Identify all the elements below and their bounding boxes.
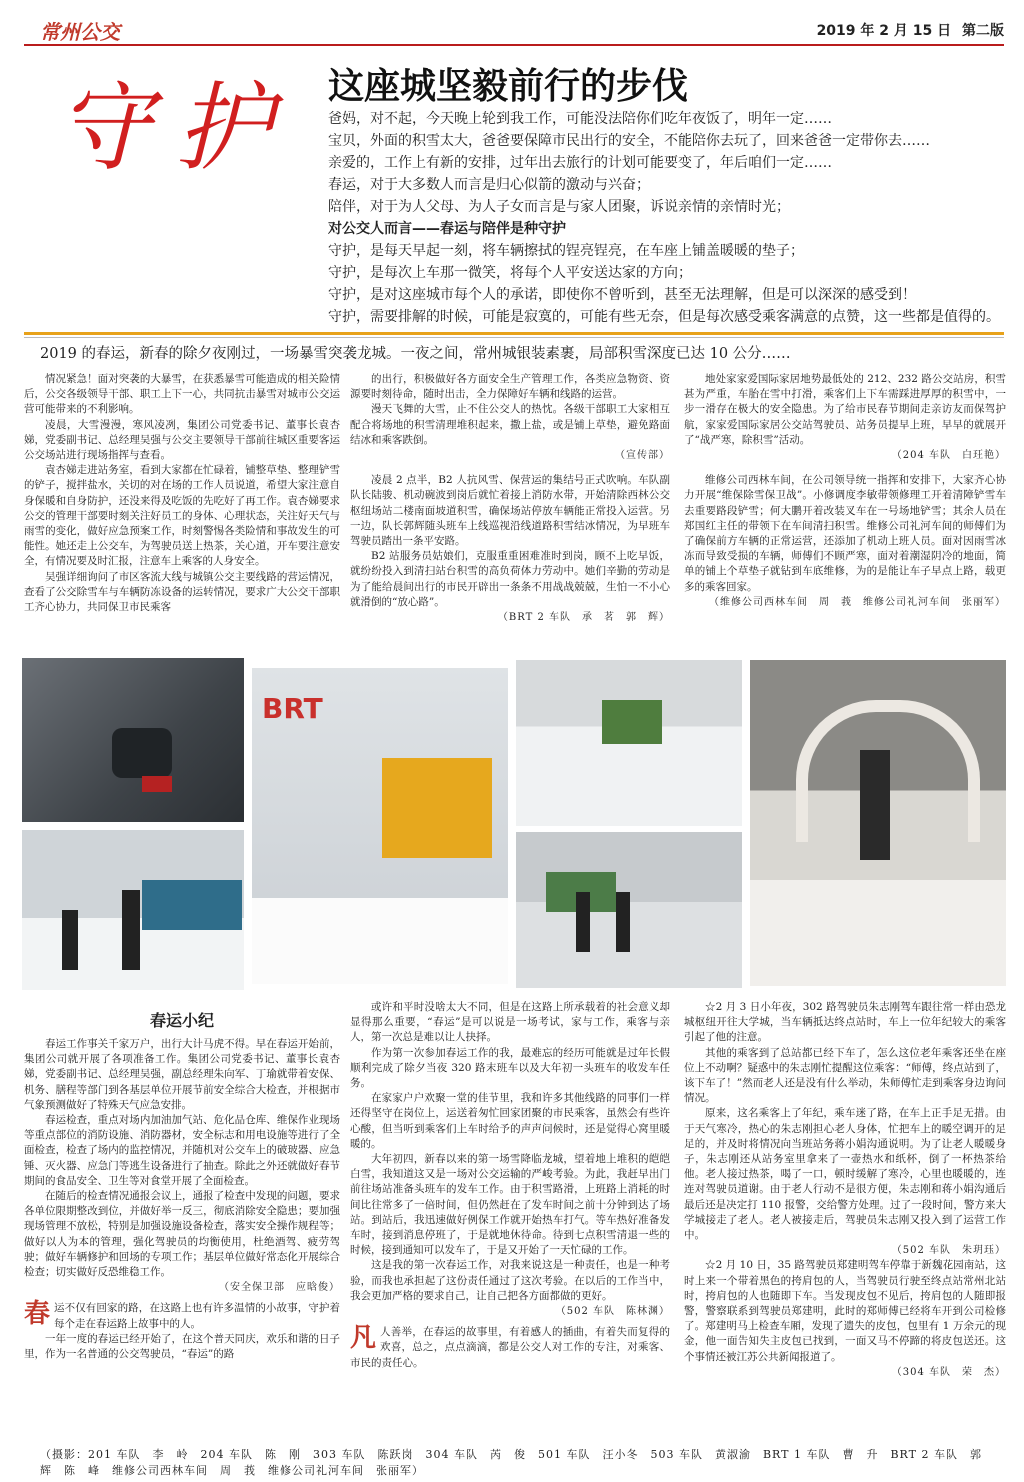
paragraph: 其他的乘客到了总站都已经下车了，怎么这位老年乘客还坐在座位上不动啊？疑惑中的朱志刚忙提醒这位乘客：“师傅，终点站到了，该下车了！”然而老人还是没有什么举动，朱师傅忙走到乘客身边询问情况。 — [684, 1046, 1006, 1105]
feature-lead — [328, 108, 1008, 328]
paragraph: 或许和平时没啥太大不同，但是在这路上所承载着的社会意义却显得那么重要，“春运”是可以说是一场考试，家与工作，乘客与亲人，第一次总是难以让人抉择。 — [350, 1001, 670, 1044]
drop-cap: 凡 — [350, 1323, 377, 1354]
top-column-3 — [684, 372, 1006, 648]
section-rule — [24, 332, 1004, 335]
paragraph: B2 站服务员姑娘们，克服重重困难准时到岗，顾不上吃早饭，就纷纷投入到清扫站台积雪的高负荷体力劳动中。她们辛勤的劳动是为了能给晨间出行的市民开辟出一条条不用战战兢兢，生怕一不小心就滑倒的“放心路”。 — [350, 550, 670, 608]
feature-char-2: 护 — [176, 72, 272, 184]
paragraph: 吴强详细询问了市区客流大线与城镇公交主要线路的营运情况，查看了公交除雪车与车辆防冻设备的运转情况，要求广大公交干部职工齐心协力，共同保卫市民乘客 — [24, 570, 340, 614]
byline: （BRT 2 车队 承 茗 郭 辉） — [497, 612, 670, 624]
paragraph: 凌晨，大雪漫漫，寒风凌冽，集团公司党委书记、董事长袁杏娣，党委副书记、总经理吴强与公交主要领导干部前往城区重要客运公交场站进行现场指挥与查看。 — [24, 418, 340, 462]
byline: （宣传部） — [615, 450, 670, 462]
byline: （安全保卫部 应晗俊） — [219, 1282, 340, 1294]
byline: （维修公司西林车间 周 莪 维修公司礼河车间 张丽军） — [709, 596, 1006, 608]
brt-sign: BRT — [262, 692, 323, 725]
paragraph: 维修公司西林车间，在公司领导统一指挥和安排下，大家齐心协力开展“维保除雪保卫战”。小修调度李敏带领修理工开着清障铲雪车去重要路段铲雪；何大鹏开着改装叉车在一号场地铲雪；其余人员在郑国红主任的带领下在车间清扫积雪。维修公司礼河车间的师傅们为了确保前方车辆的正常运营，还添加了机动上班人员。面对因雨雪冰冻而导致受损的车辆，师傅们不顾严寒，面对着潮湿阴冷的地面，简单的铺上个草垫子就钻到车底维修，为的是能让车子早点上路，载更多的乘客回家。 — [684, 474, 1006, 593]
photo-station-clearing — [516, 832, 742, 988]
photo-workers-shoveling — [22, 830, 244, 990]
paragraph: 漫天飞舞的大雪，止不住公交人的热忱。各级干部职工大家相互配合将场地的积雪清理堆积起来，撒上盐，或是铺上草垫，避免路面结冰和乘客跌倒。 — [350, 403, 670, 446]
byline: （502 车队 陈林渊） — [555, 1306, 670, 1318]
paragraph: 在随后的检查情况通报会议上，通报了检查中发现的问题，要求各单位限期整改到位，并做好举一反三，彻底消除安全隐患；要加强现场管理不放松，特别是加强设施设备检查，落实安全操作规程等；做好以人为本的管理，强化驾驶员的均衡使用，杜绝酒驾、疲劳驾驶；做好车辆修护和回场的专项工作；基层单位做好常态化开展综合检查；切实做好反恐维稳工作。 — [24, 1190, 340, 1279]
bottom-column-1 — [24, 1008, 340, 1438]
top-column-1 — [24, 372, 340, 648]
lead-line: 爸妈，对不起，今天晚上轮到我工作，可能没法陪你们吃年夜饭了，明年一定…… — [328, 111, 832, 127]
paragraph: 的出行，积极做好各方面安全生产管理工作，各类应急物资、资源要时刻待命，随时出击，全力保障好车辆和线路的运营。 — [350, 373, 670, 401]
lead-line: 亲爱的，工作上有新的安排，过年出去旅行的计划可能要变了，年后咱们一定…… — [328, 155, 832, 171]
masthead-brand: 常州公交 — [40, 20, 120, 44]
page-label: 第二版 — [962, 23, 1004, 39]
bottom-column-3 — [684, 1000, 1006, 1438]
lead-line: 陪伴，对于为人父母、为人子女而言是与家人团聚，诉说亲情的亲情时光； — [328, 199, 790, 215]
section-title: 春运小纪 — [149, 1011, 214, 1030]
photo-night-shoveling — [750, 660, 1006, 986]
paragraph: ☆2 月 3 日小年夜，302 路驾驶员朱志刚驾车跟往常一样由恐龙城枢纽开往大学城，当车辆抵达终点站时，车上一位年纪较大的乘客引起了他的注意。 — [684, 1001, 1006, 1044]
paragraph: 地处家家爱国际家居地势最低处的 212、232 路公交站房，积雪甚为严重，车胎在雪中打滑，乘客们上下车需踩进厚厚的积雪中，一步一滑存在极大的安全隐患。为了给市民春节期间走亲访友而保驾护航，家家爱国际家居公交站驾驶员、站务员提早上班，早早的就展开了“战严寒，除积雪”活动。 — [684, 373, 1006, 446]
paragraph: 一年一度的春运已经开始了，在这个普天同庆，欢乐和谐的日子里，作为一名普通的公交驾驶员，“春运”的路 — [24, 1332, 340, 1361]
paragraph: 人善举，在春运的故事里，有着感人的插曲，有着失而复得的欢喜，总之，点点滴滴，都是公交人对工作的专注，对乘客、市民的责任心。 — [350, 1326, 670, 1369]
photo-snowy-road-bus — [516, 660, 742, 826]
intro-paragraph: 2019 的春运，新春的除夕夜刚过，一场暴雪突袭龙城。一夜之间，常州城银装素裹，局部积雪深度已达 10 公分…… — [40, 346, 791, 362]
byline: （304 车队 荣 杰） — [891, 1366, 1006, 1378]
feature-char-1: 守 — [56, 72, 152, 184]
paragraph: 春运工作事关千家万户，出行大计马虎不得。早在春运开始前，集团公司就开展了各项准备工作。集团公司党委书记、董事长袁杏娣，党委副书记、总经理吴强，副总经理朱向军、丁瑜就带着安保、机务、膳程等部门到各基层单位开展节前安全综合大检查，并根据市气象预测做好了特殊天气应急安排。 — [24, 1038, 340, 1111]
photo-bus-interior — [22, 658, 244, 822]
headline: 这座城坚毅前行的步伐 — [328, 66, 689, 107]
section-rule-thin — [24, 337, 1004, 338]
lead-line: 守护，需要排解的时候，可能是寂寞的，可能有些无奈，但是每次感受乘客满意的点赞，这一些都是值得的。 — [328, 309, 1000, 325]
lead-line: 守护，是每天早起一刻，将车辆擦拭的锃亮锃亮，在车座上铺盖暖暖的垫子； — [328, 243, 804, 259]
top-column-2 — [350, 372, 670, 648]
dateline — [817, 20, 1004, 40]
bottom-column-2 — [350, 1000, 670, 1438]
issue-date: 2019 年 2 月 15 日 — [816, 23, 952, 39]
byline: （204 车队 白玨艳） — [891, 450, 1006, 462]
masthead-rule — [24, 44, 1004, 46]
paragraph: 在家家户户欢聚一堂的佳节里，我和许多其他线路的同事们一样还得坚守在岗位上，运送着匆忙回家团聚的市民乘客，虽然会有些许心酸，但当听到乘客们上车时给予的声声问候时，还是觉得心窝里暖暖的。 — [350, 1092, 670, 1150]
paragraph: 情况紧急！面对突袭的大暴雪，在获悉暴雪可能造成的相关险情后，公交各级领导干部、职工上下一心，共同抗击暴雪对城市公交运营可能带来的不利影响。 — [24, 373, 340, 416]
paragraph: 这是我的第一次春运工作，对我来说这是一种责任，也是一种考验，而我也承担起了这份责任通过了这次考验。在以后的工作当中，我会更加严格的要求自己，让自己把各方面都做的更好。 — [350, 1259, 670, 1302]
paragraph: 大年初四，新春以来的第一场雪降临龙城，望着地上堆积的皑皑白雪，我知道这又是一场对公交运输的严峻考验。为此，我赶早出门前往场站准备头班车的发车工作。由于积雪路滑，上班路上消耗的时间比往常多了一倍时间，但仍然赶在了发车时间之前十分钟到达了场站。到站后，我迅速做好例保工作就开始热车打气。等车热好准备发车时，接到消息停班了，于是就地休待命。待到七点积雪清退一些的时候，接到通知可以发车了，于是又开始了一天忙碌的工作。 — [350, 1153, 670, 1257]
paragraph: 春运检查，重点对场内加油加气站、危化品仓库、维保作业现场等重点部位的消防设施、消防器材，安全标志和用电设施等进行了全面检查，检查了场内的监控情况，并随机对公交车上的破玻器、应急锤、灭火器、应急门等逃生设备进行了抽查。除此之外还就做好春节期间的食品安全、卫生等对食堂开展了全面检查。 — [24, 1114, 340, 1187]
lead-line: 守护，是对这座城市每个人的承诺，即使你不曾听到，甚至无法理解，但是可以深深的感受到！ — [328, 287, 916, 303]
lead-line: 春运，对于大多数人而言是归心似箭的激动与兴奋； — [328, 177, 650, 193]
paragraph: 袁杏娣走进站务室，看到大家都在忙碌着，铺整草垫、整理铲雪的铲子，搅拌盐水，关切的对在场的工作人员说道，希望大家注意自身保暖和自身防护，还没来得及吃饭的先吃好了再工作。袁杏娣要求公交的管理干部要时刻关注好员工的身体、心理状态，关注好天气与雨雪的变化，做好应急预案工作，时刻警惕各类险情和事故发生的可能性。她还走上公交车，为驾驶员送上热茶，关心道，开车要注意安全，有情况要及时汇报，注意车上乘客的人身安全。 — [24, 464, 340, 568]
lead-line: 宝贝，外面的积雪太大，爸爸要保障市民出行的安全，不能陪你去玩了，回来爸爸一定带你去…… — [328, 133, 930, 149]
lead-line: 守护，是每次上车那一微笑，将每个人平安送达家的方向； — [328, 265, 692, 281]
paragraph: 运不仅有回家的路，在这路上也有许多温情的小故事，守护着每个走在春运路上故事中的人。 — [54, 1302, 340, 1330]
paragraph: ☆2 月 10 日，35 路驾驶员郑建明驾车停靠于新魏花园南站，这时上来一个带着黑色的挎肩包的人，当驾驶员行驶至终点站常州北站时，挎肩包的人也随即下车。当发现皮包不见后，挎肩包的人随即报警，警察联系到驾驶员郑建明，此时的郑师傅已经将车开到公司检修了。郑建明马上检查车厢，发现了遗失的皮包，包里有 1 万余元的现金，他一面告知失主皮包已找到，一面又马不停蹄的将皮包送还。这个事情还被江苏公共新闻报道了。 — [684, 1259, 1006, 1363]
paragraph: 作为第一次参加春运工作的我，最难忘的经历可能就是过年长假顺利完成了除夕当夜 320 路末班车以及大年初一头班车的收发车任务。 — [350, 1046, 670, 1090]
byline: （502 车队 朱玥珏） — [891, 1245, 1006, 1257]
photo-credit: （摄影：201 车队 李 岭 204 车队 陈 刚 303 车队 陈跃岗 304 车队 芮 俊 501 车队 汪小冬 503 车队 黄淑渝 BRT 1 车队 曹 升 BRT 2 车队 郭 辉 陈 峰 维修公司西林车间 周 莪 维修公司礼河车间 张丽军） — [40, 1448, 994, 1477]
photo-brt-snowplow — [252, 668, 508, 984]
paragraph: 原来，这名乘客上了年纪，乘车迷了路，在车上正手足无措。由于天气寒冷，热心的朱志刚担心老人身体，忙把车上的暖空调开的足足的，并及时将情况向当班站务蒋小娟沟通说明。为了让老人暖暖身子，朱志刚还从站务室里拿来了一壶热水和纸杯，倒了一杯热茶给他。老人接过热茶，喝了一口，顿时缓解了寒冷，心里也暖暖的，连连对驾驶员道谢。由于老人行动不是很方便，朱志刚和蒋小娟沟通后最后还是决定打 110 报警，交给警方处理。过了一段时间，警方来大学城接走了老人。老人被接走后，驾驶员朱志刚又投入到了运营工作中。 — [684, 1107, 1006, 1242]
lead-subhead: 对公交人而言——春运与陪伴是种守护 — [328, 221, 566, 237]
drop-cap: 春 — [24, 1299, 51, 1330]
paragraph: 凌晨 2 点半，B2 人抗风雪、保营运的集结号正式吹响。车队副队长陆骏、机动碗波到岗后就忙着接上消防水带，开始清除西林公交枢纽场站二楼南面坡道积雪，确保场站停放车辆能正常投入运营。另一边，队长郭辉随头班车上线巡视沿线道路积雪结冰情况，为早班车驾驶员踏出一条平安路。 — [350, 474, 670, 548]
